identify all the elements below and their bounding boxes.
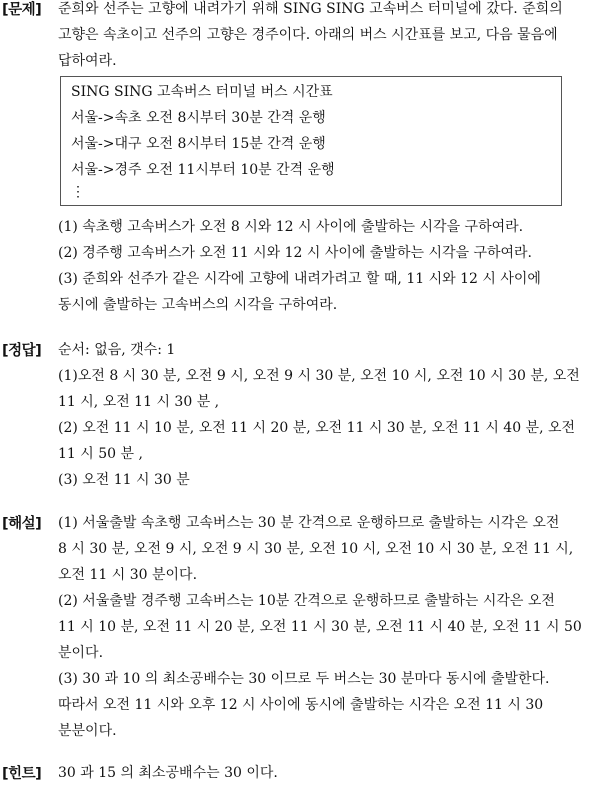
explanation-body (58, 510, 592, 744)
explanation-line: 오전 11 시 30 분이다. (58, 567, 198, 583)
bus-timetable-box (60, 76, 562, 206)
problem-tag: [문제] (2, 2, 42, 18)
timetable-row: 서울->경주 오전 11시부터 10분 간격 운행 (71, 162, 335, 178)
answer-line: 11 시 50 분 , (58, 446, 143, 462)
problem-body (58, 0, 592, 318)
explanation-line: 분이다. (58, 645, 104, 661)
problem-intro-line: 고향은 속초이고 선주의 고향은 경주이다. 아래의 버스 시간표를 보고, 다음 물음에 (58, 27, 558, 43)
hint-body (58, 760, 592, 786)
hint-line: 30 과 15 의 최소공배수는 30 이다. (58, 765, 278, 781)
question-line: (1) 속초행 고속버스가 오전 8 시와 12 시 사이에 출발하는 시각을 구하여라. (58, 219, 524, 235)
answer-tag: [정답] (2, 343, 42, 359)
timetable-row: 서울->대구 오전 8시부터 15분 간격 운행 (71, 136, 326, 152)
answer-line: 11 시, 오전 11 시 30 분 , (58, 394, 220, 410)
question-line: 동시에 출발하는 고속버스의 시각을 구하여라. (58, 297, 338, 313)
explanation-line: (2) 서울출발 경주행 고속버스는 10분 간격으로 운행하므로 출발하는 시각은 오전 (58, 593, 555, 609)
answer-line: (3) 오전 11 시 30 분 (58, 472, 190, 488)
explanation-line: 따라서 오전 11 시와 오후 12 시 사이에 동시에 출발하는 시각은 오전 11 시 30 (58, 697, 544, 713)
answer-line: (1)오전 8 시 30 분, 오전 9 시, 오전 9 시 30 분, 오전 10 시, 오전 10 시 30 분, 오전 (58, 368, 580, 384)
explanation-line: 분분이다. (58, 723, 117, 739)
explanation-tag: [해설] (2, 516, 42, 532)
explanation-line: (3) 30 과 10 의 최소공배수는 30 이므로 두 버스는 30 분마다 동시에 출발한다. (58, 671, 550, 687)
timetable-ellipsis: ⋮ (71, 184, 85, 200)
explanation-line: (1) 서울출발 속초행 고속버스는 30 분 간격으로 운행하므로 출발하는 시각은 오전 (58, 515, 560, 531)
answer-body (58, 337, 592, 493)
question-line: (3) 준희와 선주가 같은 시각에 고향에 내려가려고 할 때, 11 시와 12 시 사이에 (58, 271, 541, 287)
explanation-line: 11 시 10 분, 오전 11 시 20 분, 오전 11 시 30 분, 오전 11 시 40 분, 오전 11 시 50 (58, 619, 582, 635)
hint-tag: [힌트] (2, 766, 42, 782)
answer-line: (2) 오전 11 시 10 분, 오전 11 시 20 분, 오전 11 시 30 분, 오전 11 시 40 분, 오전 (58, 420, 576, 436)
explanation-line: 8 시 30 분, 오전 9 시, 오전 9 시 30 분, 오전 10 시, 오전 10 시 30 분, 오전 11 시, (58, 541, 574, 557)
timetable-title: SING SING 고속버스 터미널 버스 시간표 (71, 84, 333, 100)
timetable-row: 서울->속초 오전 8시부터 30분 간격 운행 (71, 110, 326, 126)
problem-intro-line: 준희와 선주는 고향에 내려가기 위해 SING SING 고속버스 터미널에 갔다. 준희의 (58, 1, 563, 17)
question-line: (2) 경주행 고속버스가 오전 11 시와 12 시 사이에 출발하는 시각을 구하여라. (58, 245, 533, 261)
problem-intro-line: 답하여라. (58, 53, 117, 69)
answer-line: 순서: 없음, 갯수: 1 (58, 342, 176, 358)
